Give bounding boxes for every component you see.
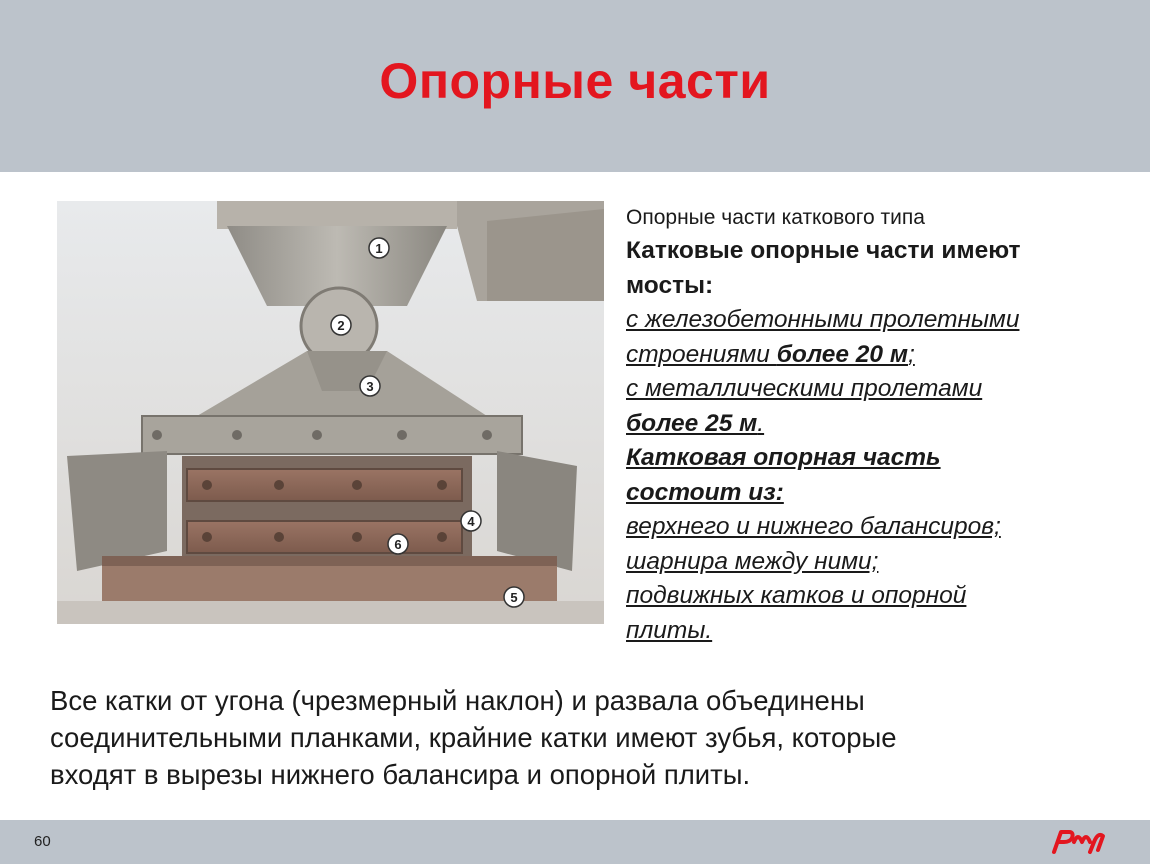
description-text bbox=[626, 202, 1136, 648]
text-line: подвижных катков и опорной bbox=[626, 582, 967, 609]
text-line: шарнира между ними; bbox=[626, 547, 879, 575]
svg-text:3: 3 bbox=[366, 379, 374, 394]
text-line: плиты. bbox=[626, 616, 713, 644]
slide-title: Опорные части bbox=[379, 53, 771, 109]
text-line: мосты: bbox=[626, 271, 714, 299]
bearing-photo bbox=[57, 201, 604, 624]
text-line: Катковая опорная часть bbox=[626, 444, 941, 471]
svg-text:5: 5 bbox=[510, 590, 518, 605]
marker-5 bbox=[504, 587, 524, 607]
text-line: верхнего и нижнего балансиров; bbox=[626, 513, 1001, 540]
footer-band bbox=[0, 820, 1150, 864]
svg-text:2: 2 bbox=[337, 318, 345, 333]
text-line: строениями более 20 м; bbox=[626, 340, 915, 368]
text-line: Все катки от угона (чрезмерный наклон) и развала объединены bbox=[50, 685, 865, 716]
summary-text bbox=[50, 682, 1130, 793]
rzd-logo-icon bbox=[1048, 826, 1110, 856]
svg-text:6: 6 bbox=[394, 537, 402, 552]
svg-text:1: 1 bbox=[375, 241, 383, 256]
text-line: с металлическими пролетами bbox=[626, 375, 983, 402]
marker-3 bbox=[360, 376, 380, 396]
marker-2 bbox=[331, 315, 351, 335]
svg-text:4: 4 bbox=[467, 514, 475, 529]
page-number: 60 bbox=[34, 833, 51, 850]
marker-1 bbox=[369, 238, 389, 258]
text-line: Опорные части каткового типа bbox=[626, 206, 925, 229]
marker-4 bbox=[461, 511, 481, 531]
text-line: соединительными планками, крайние катки имеют зубья, которые bbox=[50, 722, 897, 753]
text-line: состоит из: bbox=[626, 478, 784, 506]
text-line: с железобетонными пролетными bbox=[626, 306, 1020, 333]
text-line: Катковые опорные части имеют bbox=[626, 237, 1021, 264]
text-line: более 25 м. bbox=[626, 409, 765, 437]
marker-6 bbox=[388, 534, 408, 554]
text-line: входят в вырезы нижнего балансира и опорной плиты. bbox=[50, 759, 751, 790]
